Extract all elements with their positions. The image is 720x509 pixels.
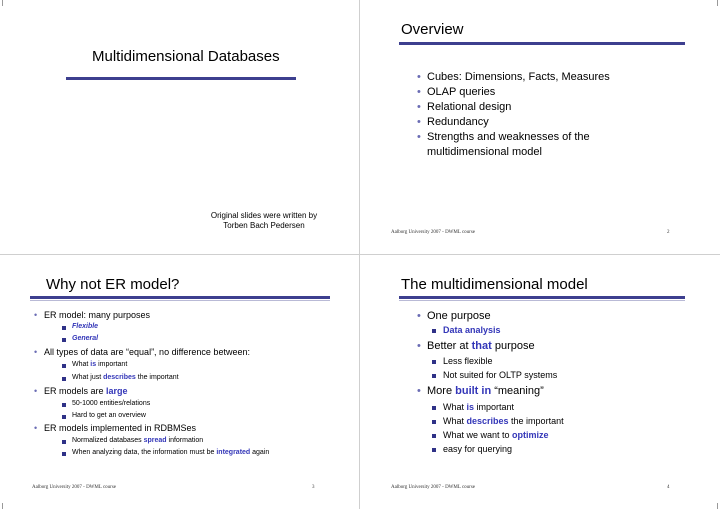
title-underline-light bbox=[30, 300, 330, 301]
page-number: 2 bbox=[667, 230, 670, 235]
horizontal-divider bbox=[0, 254, 720, 255]
slide-3 bbox=[0, 257, 358, 509]
sub-bullet: When analyzing data, the information must be integrated again bbox=[72, 449, 269, 456]
title-underline bbox=[399, 42, 685, 45]
footer: Aalborg University 2007 - DWML course bbox=[391, 485, 476, 490]
sub-bullet: What we want to optimize bbox=[443, 430, 549, 440]
title-underline bbox=[30, 296, 330, 299]
list-item: • OLAP queries bbox=[417, 86, 496, 98]
list-item: multidimensional model bbox=[427, 146, 542, 158]
footer: Aalborg University 2007 - DWML course bbox=[391, 230, 476, 235]
credit-line-1: Original slides were written by bbox=[210, 211, 318, 220]
bullet-1: • One purpose bbox=[417, 310, 491, 322]
bullet-4: • ER models implemented in RDBMSes bbox=[34, 423, 197, 433]
title-underline bbox=[66, 77, 296, 80]
bullet-3: • More built in “meaning” bbox=[417, 385, 544, 397]
slide-3-title: Why not ER model? bbox=[46, 276, 180, 293]
list-item: • Redundancy bbox=[417, 116, 489, 128]
sub-bullet: General bbox=[72, 335, 98, 342]
bullet-3: • ER models are large bbox=[34, 386, 128, 396]
footer: Aalborg University 2007 - DWML course bbox=[32, 485, 117, 490]
sub-bullet: Not suited for OLTP systems bbox=[443, 370, 557, 380]
sub-bullet: easy for querying bbox=[443, 444, 512, 454]
sub-bullet: What is important bbox=[72, 361, 127, 368]
list-item: • Strengths and weaknesses of the bbox=[417, 131, 590, 143]
sub-bullet: Normalized databases spread information bbox=[72, 437, 203, 444]
sub-bullet: What is important bbox=[443, 402, 514, 412]
sub-bullet: Less flexible bbox=[443, 356, 493, 366]
slide-1 bbox=[0, 0, 358, 252]
slide-1-title: Multidimensional Databases bbox=[92, 48, 280, 65]
sub-bullet: What describes the important bbox=[443, 416, 564, 426]
sub-bullet: Hard to get an overview bbox=[72, 412, 146, 419]
credit bbox=[184, 211, 344, 231]
bullet-1: • ER model: many purposes bbox=[34, 310, 151, 320]
slide-2-title: Overview bbox=[401, 21, 464, 38]
credit-line-2: Torben Bach Pedersen bbox=[223, 221, 305, 230]
slide-2 bbox=[361, 0, 719, 252]
page-number: 4 bbox=[667, 485, 670, 490]
overview-list bbox=[417, 70, 610, 160]
sub-bullet: Flexible bbox=[72, 323, 98, 330]
list-item: • Cubes: Dimensions, Facts, Measures bbox=[417, 71, 610, 83]
bullet-2: • Better at that purpose bbox=[417, 340, 535, 352]
sub-bullet: What just describes the important bbox=[72, 374, 179, 381]
sub-bullet: 50-1000 entities/relations bbox=[72, 400, 150, 407]
slide-4 bbox=[361, 257, 719, 509]
page-number: 3 bbox=[312, 485, 315, 490]
sub-bullet: Data analysis bbox=[443, 325, 501, 335]
title-underline-light bbox=[399, 300, 685, 301]
title-underline bbox=[399, 296, 685, 299]
list-item: • Relational design bbox=[417, 101, 512, 113]
slide-4-title: The multidimensional model bbox=[401, 276, 588, 293]
bullet-2: • All types of data are “equal”, no difference between: bbox=[34, 347, 250, 357]
